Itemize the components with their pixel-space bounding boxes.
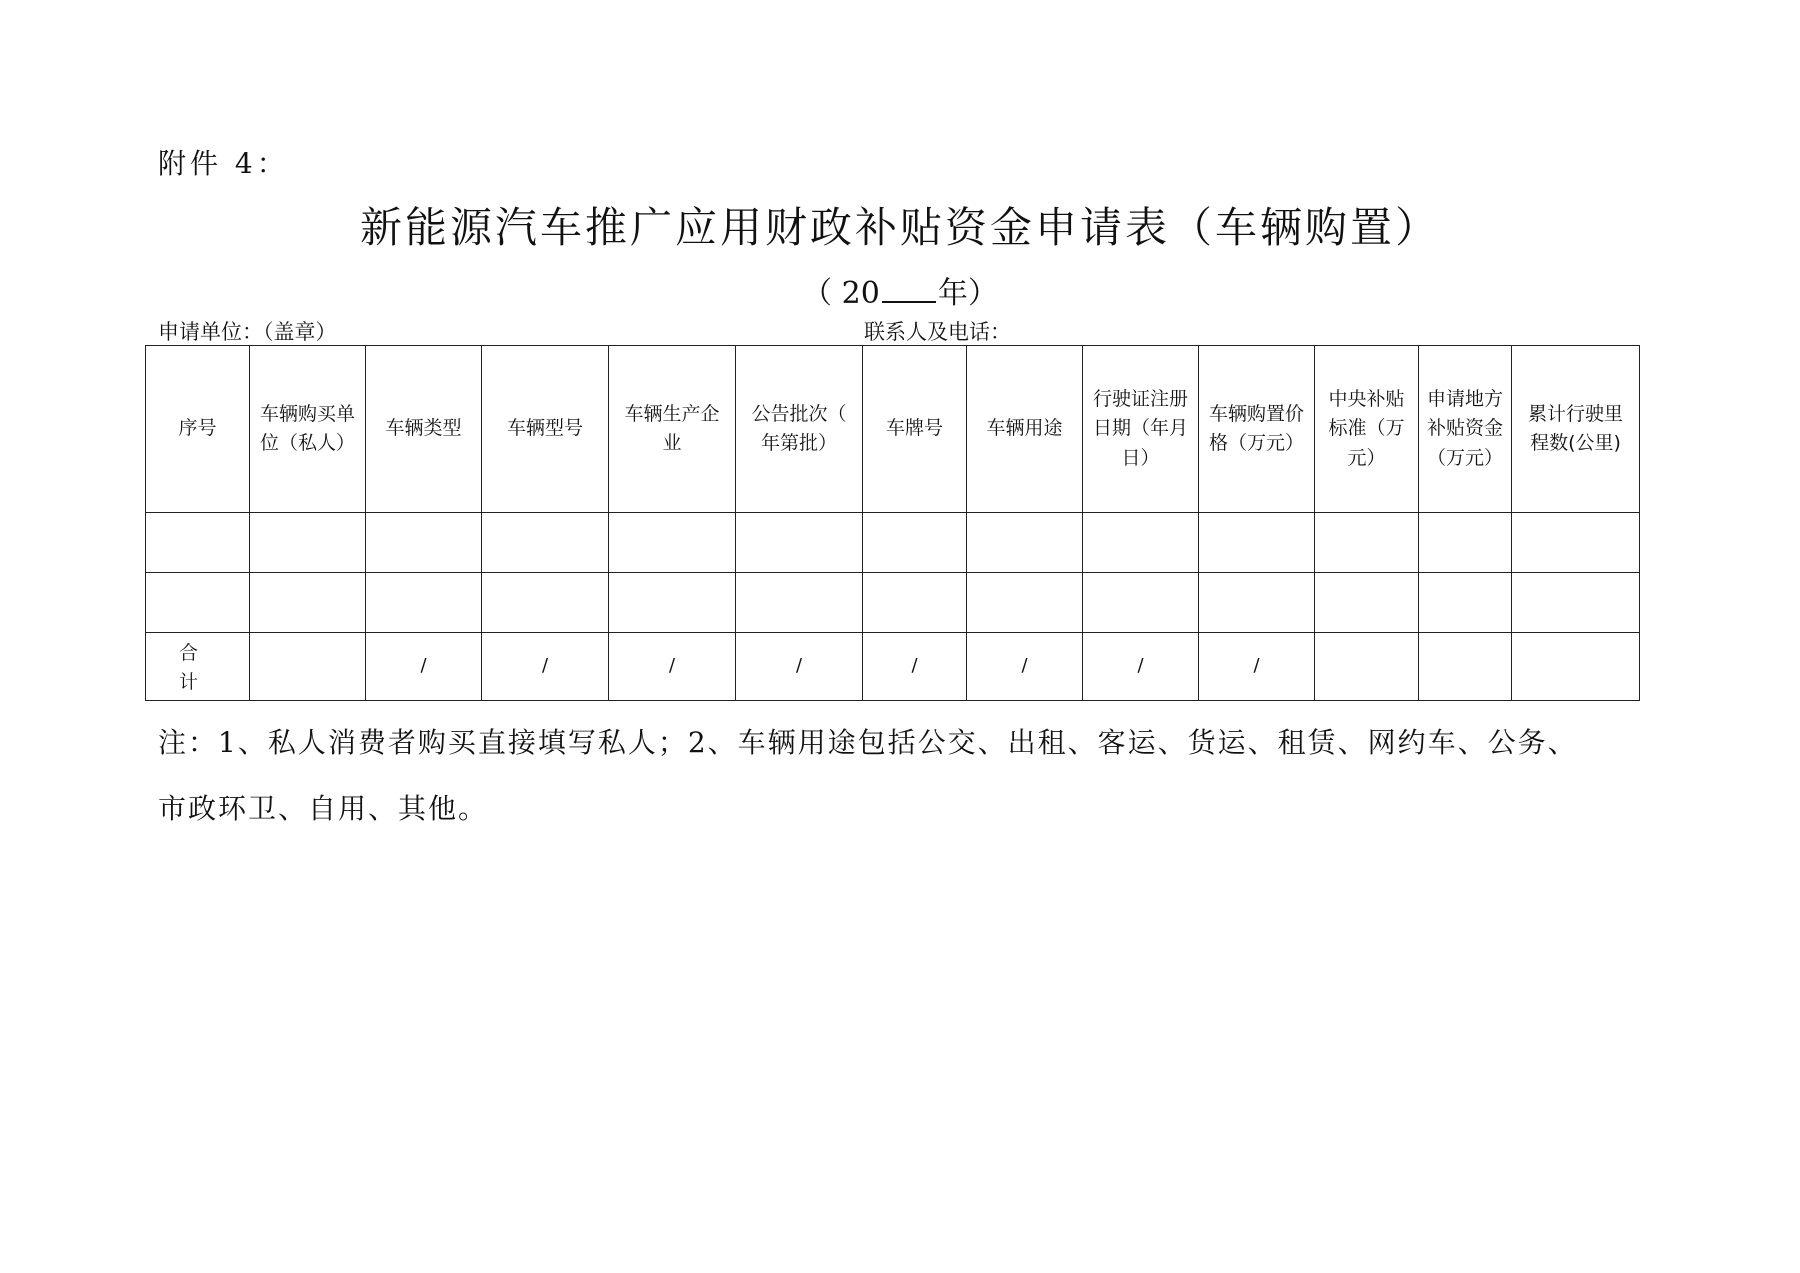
total-cell[interactable] xyxy=(1512,633,1640,701)
header-plate-no: 车牌号 xyxy=(863,346,967,513)
table-cell[interactable] xyxy=(1199,513,1315,573)
total-cell: / xyxy=(366,633,482,701)
footnote-line-1: 注：1、私人消费者购买直接填写私人；2、车辆用途包括公交、出租、客运、货运、租赁、网约车、公务、 xyxy=(158,726,1578,759)
total-label: 合 计 xyxy=(146,633,250,701)
table-cell[interactable] xyxy=(967,513,1083,573)
table-cell[interactable] xyxy=(1315,573,1419,633)
table-cell[interactable] xyxy=(1512,573,1640,633)
table-cell[interactable] xyxy=(736,513,863,573)
table-cell[interactable] xyxy=(366,513,482,573)
attachment-label: 附件 4： xyxy=(158,147,289,180)
table-cell[interactable] xyxy=(146,573,250,633)
table-cell[interactable] xyxy=(250,513,366,573)
total-cell[interactable] xyxy=(1419,633,1512,701)
table-cell[interactable] xyxy=(1315,513,1419,573)
header-registration-date: 行驶证注册日期（年月日） xyxy=(1083,346,1199,513)
application-table xyxy=(145,345,1640,701)
table-cell[interactable] xyxy=(250,573,366,633)
table-cell[interactable] xyxy=(1083,573,1199,633)
total-cell: / xyxy=(967,633,1083,701)
header-manufacturer: 车辆生产企业 xyxy=(609,346,736,513)
header-vehicle-type: 车辆类型 xyxy=(366,346,482,513)
form-title: 新能源汽车推广应用财政补贴资金申请表（车辆购置） xyxy=(359,203,1440,252)
header-purchase-price: 车辆购置价格（万元） xyxy=(1199,346,1315,513)
footnote-line-2: 市政环卫、自用、其他。 xyxy=(158,792,489,825)
table-row xyxy=(146,573,1640,633)
table-cell[interactable] xyxy=(863,573,967,633)
contact-label: 联系人及电话： xyxy=(864,320,1011,344)
table-cell[interactable] xyxy=(1512,513,1640,573)
footnote xyxy=(158,710,1648,842)
table-row xyxy=(146,513,1640,573)
year-blank xyxy=(882,271,936,303)
header-announcement-batch: 公告批次（ 年第批） xyxy=(736,346,863,513)
header-serial-no: 序号 xyxy=(146,346,250,513)
header-row xyxy=(146,346,1640,513)
header-local-subsidy: 申请地方补贴资金（万元） xyxy=(1419,346,1512,513)
total-cell[interactable] xyxy=(1315,633,1419,701)
year-suffix: 年） xyxy=(937,276,998,311)
total-cell: / xyxy=(1199,633,1315,701)
table-cell[interactable] xyxy=(863,513,967,573)
year-line xyxy=(0,268,1800,312)
total-cell: / xyxy=(482,633,609,701)
header-buyer-unit: 车辆购买单位（私人） xyxy=(250,346,366,513)
table-cell[interactable] xyxy=(1419,513,1512,573)
header-vehicle-model: 车辆型号 xyxy=(482,346,609,513)
total-cell: / xyxy=(609,633,736,701)
total-cell: / xyxy=(863,633,967,701)
applicant-label: 申请单位：（盖章） xyxy=(158,320,337,344)
table-cell[interactable] xyxy=(609,513,736,573)
table-cell[interactable] xyxy=(482,573,609,633)
table-cell[interactable] xyxy=(609,573,736,633)
table-cell[interactable] xyxy=(146,513,250,573)
header-vehicle-use: 车辆用途 xyxy=(967,346,1083,513)
header-mileage: 累计行驶里程数(公里) xyxy=(1512,346,1640,513)
table-cell[interactable] xyxy=(1419,573,1512,633)
table-cell[interactable] xyxy=(967,573,1083,633)
table-cell[interactable] xyxy=(366,573,482,633)
table-cell[interactable] xyxy=(1083,513,1199,573)
year-prefix: （ 20 xyxy=(802,276,880,311)
table-cell[interactable] xyxy=(736,573,863,633)
table-cell[interactable] xyxy=(1199,573,1315,633)
total-cell: / xyxy=(1083,633,1199,701)
total-row xyxy=(146,633,1640,701)
total-cell[interactable] xyxy=(250,633,366,701)
total-cell: / xyxy=(736,633,863,701)
table-cell[interactable] xyxy=(482,513,609,573)
header-central-subsidy: 中央补贴标准（万元） xyxy=(1315,346,1419,513)
